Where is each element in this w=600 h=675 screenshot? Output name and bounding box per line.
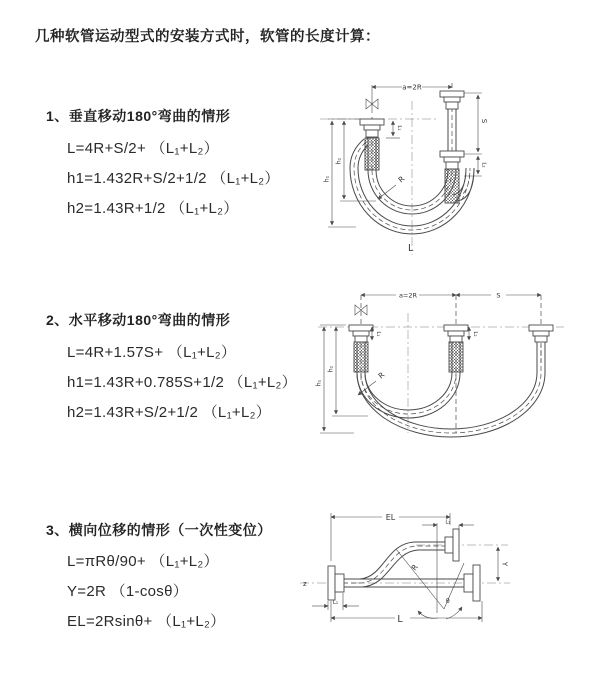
dim-label-L1: L₁ bbox=[396, 125, 402, 131]
dim-label-theta: θ bbox=[446, 598, 450, 605]
dim-label-R: R bbox=[376, 370, 387, 381]
section3-heading: 3、横向位移的情形（一次性变位） bbox=[46, 522, 272, 538]
braid-section-left bbox=[365, 138, 379, 170]
dim-label-L1: L₁ bbox=[332, 600, 339, 606]
section-mark-z: z bbox=[303, 580, 307, 588]
dim-label-Y: Y bbox=[500, 561, 509, 567]
dim-label-L: L bbox=[397, 614, 403, 625]
diagram-vertical-180-bend bbox=[310, 73, 590, 258]
section1-formula-h2: h2=1.43R+1/2 （L₁+L₂） bbox=[67, 200, 239, 217]
dim-label-S: S bbox=[496, 291, 501, 300]
braid-section-right bbox=[445, 169, 459, 203]
flange-right-lower bbox=[473, 565, 480, 601]
dim-label-EL: EL bbox=[385, 513, 396, 522]
dim-label-L2: L₂ bbox=[472, 331, 478, 337]
dim-label-h1: h₁ bbox=[315, 379, 323, 387]
diagram-lateral-displacement bbox=[298, 503, 600, 651]
dim-label-L1: L₁ bbox=[375, 331, 381, 337]
page-title: 几种软管运动型式的安装方式时，软管的长度计算： bbox=[35, 29, 380, 45]
section3-formula-L: L=πRθ/90+ （L₁+L₂） bbox=[67, 553, 219, 570]
section2-heading: 2、水平移动180°弯曲的情形 bbox=[46, 312, 231, 328]
section1-heading: 1、垂直移动180°弯曲的情形 bbox=[46, 108, 231, 124]
section2-formula-h2: h2=1.43R+S/2+1/2 （L₁+L₂） bbox=[67, 404, 272, 421]
dimension-lines bbox=[316, 292, 542, 434]
dim-label-L2: L₂ bbox=[480, 162, 487, 168]
section2-formula-h1: h1=1.43R+0.785S+1/2 （L₁+L₂） bbox=[67, 374, 297, 391]
dim-label-L: L bbox=[408, 243, 414, 254]
dim-label-a2R: a=2R bbox=[402, 83, 422, 92]
section2-formula-L: L=4R+1.57S+ （L₁+L₂） bbox=[67, 344, 237, 361]
hose-position-a bbox=[357, 340, 460, 418]
diagram-horizontal-180-bend bbox=[306, 283, 600, 468]
centerlines bbox=[320, 83, 452, 255]
hose-displaced-position bbox=[343, 542, 446, 587]
dim-label-R: R bbox=[409, 562, 420, 573]
dim-label-R: R bbox=[396, 174, 407, 185]
braid-section-middle bbox=[449, 342, 463, 372]
section3-formula-Y: Y=2R （1-cosθ） bbox=[67, 583, 189, 600]
section3-formula-EL: EL=2Rsinθ+ （L₁+L₂） bbox=[67, 613, 226, 630]
dimension-lines bbox=[324, 84, 489, 255]
section1-formula-h1: h1=1.432R+S/2+1/2 （L₁+L₂） bbox=[67, 170, 280, 187]
dim-label-S: S bbox=[480, 118, 488, 124]
dim-label-h1: h₁ bbox=[323, 175, 331, 183]
dim-label-a2R: a=2R bbox=[398, 291, 418, 300]
braid-section-left bbox=[354, 342, 368, 372]
dim-label-h2: h₂ bbox=[327, 365, 335, 373]
flange-right-upper bbox=[453, 529, 459, 561]
section1-formula-L: L=4R+S/2+ （L₁+L₂） bbox=[67, 140, 219, 157]
flange-left bbox=[328, 566, 335, 600]
dim-label-L2: L₂ bbox=[445, 519, 451, 526]
dim-label-h2: h₂ bbox=[335, 157, 343, 165]
flange-fittings bbox=[328, 529, 480, 601]
